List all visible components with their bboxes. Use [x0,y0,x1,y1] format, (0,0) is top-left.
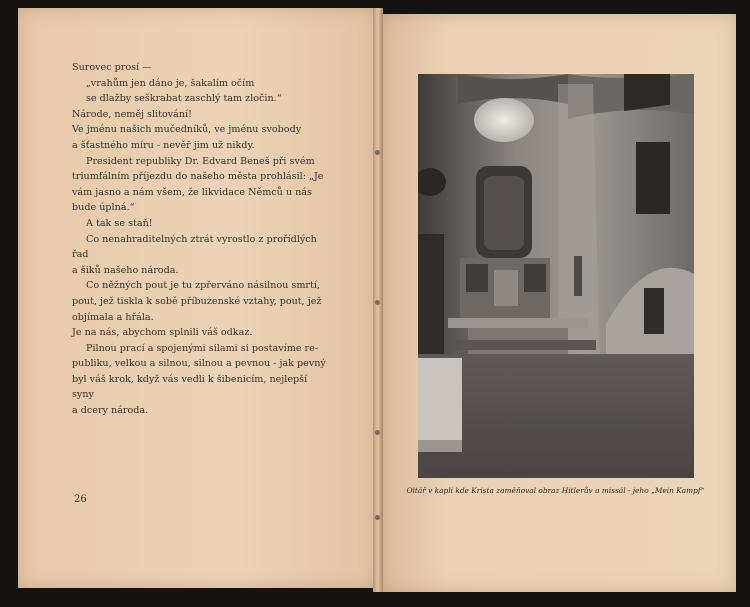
text-line: A tak se staň! [86,217,153,229]
text-line: Pilnou prací a spojenými silami si postavíme re- [86,342,319,354]
text-line: triumfálním příjezdu do našeho města prohlásil: „Je [72,171,324,183]
photo-caption: Oltář v kapli kde Krista zaměňoval obraz Hitlerův a missál - jeho „Mein Kampf“ [406,486,705,495]
text-line: pout, jež tiskla k sobě příbuzenské vztahy, pout, jež [72,295,322,307]
text-line: „vrahům jen dáno je, šakalím očím [86,77,255,89]
text-line: publiku, velkou a silnou, silnou a pevnou - jak pevný [72,358,326,370]
page-number: 26 [74,494,87,505]
text-line: byl váš krok, když vás vedli k šibenicím, nejlepší syny [72,373,308,401]
text-line: bude úplná.“ [72,202,135,214]
text-line: Ve jménu našich mučedníků, ve jménu svobody [72,124,302,136]
text-line: objímala a hřála. [72,311,154,323]
text-line: se dlažby seškrabat zaschlý tam zločin.“ [86,93,282,105]
text-line: a šiků našeho národa. [72,264,179,276]
text-line: a dcery národa. [72,405,149,417]
binding-stitch [375,430,380,435]
text-line: Je na nás, abychom splnili váš odkaz. [72,327,253,339]
left-page-text [72,60,332,419]
text-line: Co něžných pout je tu zpřerváno násilnou smrtí, [86,280,320,292]
binding-stitch [375,515,380,520]
binding-stitch [375,150,380,155]
text-line: Co nenahraditelných ztrát vyrostlo z prořídlých řad [72,233,317,261]
text-line: a šťastného míru - nevěř jim už nikdy. [72,139,255,151]
text-line: vám jasno a nám všem, že likvidace Němců u nás [72,186,312,198]
binding-stitch [375,300,380,305]
chapel-altar-photo [418,74,694,478]
text-line: Surovec prosí — [72,62,152,73]
text-line: Národe, neměj slitování! [72,108,192,120]
text-line: President republiky Dr. Edvard Beneš při svém [86,155,315,167]
